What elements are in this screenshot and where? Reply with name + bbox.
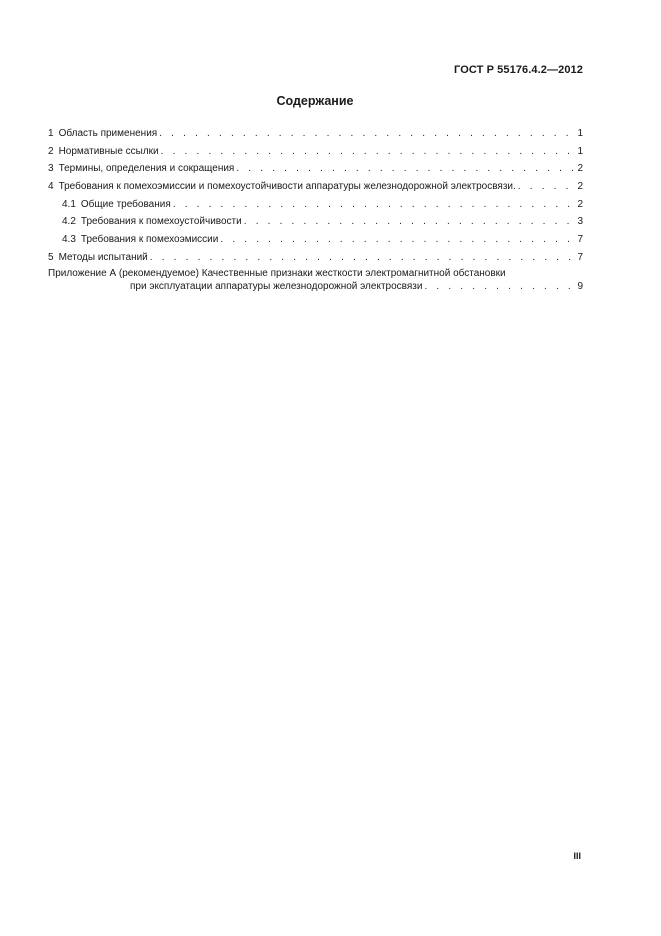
toc-entry-number: 1 — [48, 128, 54, 139]
toc-leader-dots — [161, 143, 576, 161]
toc-leader-dots — [159, 125, 575, 143]
toc-entry-number: 4.2 — [62, 216, 76, 228]
toc-entry-number: 3 — [48, 163, 54, 175]
toc-leader-dots — [424, 280, 575, 294]
toc-entry-page: 9 — [577, 281, 583, 292]
toc-entry-page: 2 — [577, 163, 583, 175]
document-code-header: ГОСТ Р 55176.4.2—2012 — [454, 64, 583, 76]
toc-entry-3[interactable] — [48, 160, 583, 178]
toc-leader-dots — [173, 196, 576, 214]
toc-entry-number: 5 — [48, 251, 54, 263]
toc-entry-text: Термины, определения и сокращения — [58, 163, 235, 175]
toc-entry-text: Требования к помехоустойчивости — [80, 216, 242, 228]
toc-entry-page: 2 — [577, 198, 583, 210]
page-number: III — [573, 851, 581, 861]
toc-entry-text: Область применения — [58, 128, 158, 139]
toc-entry-2[interactable] — [48, 143, 583, 161]
appendix-label: Приложение — [48, 267, 107, 279]
toc-entry-5[interactable] — [48, 249, 583, 267]
toc-leader-dots — [244, 213, 576, 231]
toc-entry-page: 7 — [577, 251, 583, 263]
toc-entry-1[interactable] — [48, 125, 583, 143]
toc-entry-4-2[interactable] — [48, 213, 583, 231]
toc-entry-page: 3 — [577, 216, 583, 228]
toc-entry-number: 4.1 — [62, 198, 76, 210]
toc-entry-page: 1 — [577, 128, 583, 139]
toc-entry-4[interactable] — [48, 178, 583, 196]
toc-leader-dots — [518, 178, 576, 196]
toc-entry-page: 7 — [577, 234, 583, 246]
table-of-contents — [48, 125, 583, 294]
toc-entry-4-3[interactable] — [48, 231, 583, 249]
appendix-first-line — [48, 267, 583, 281]
toc-entry-text: Методы испытаний — [58, 251, 148, 263]
toc-entry-text: Требования к помехоэмиссии — [80, 234, 219, 246]
appendix-second-line — [48, 280, 583, 294]
toc-leader-dots — [220, 231, 575, 249]
toc-leader-dots — [236, 160, 575, 178]
toc-leader-dots — [150, 249, 576, 267]
appendix-title-line1: А (рекомендуемое) Качественные признаки жесткости электромагнитной обстановки — [109, 267, 506, 279]
toc-entry-number: 4 — [48, 181, 54, 193]
toc-entry-4-1[interactable] — [48, 196, 583, 214]
toc-entry-text: Требования к помехоэмиссии и помехоустойчивости аппаратуры железнодорожной электросвязи. — [58, 181, 516, 193]
toc-entry-text: Нормативные ссылки — [58, 145, 159, 157]
toc-entry-appendix-a[interactable] — [48, 267, 583, 294]
toc-entry-page: 2 — [577, 181, 583, 193]
toc-entry-text: Общие требования — [80, 198, 171, 210]
toc-entry-number: 4.3 — [62, 234, 76, 246]
appendix-title-line2: при эксплуатации аппаратуры железнодорожной электросвязи — [130, 281, 423, 292]
toc-title: Содержание — [276, 94, 354, 108]
toc-entry-number: 2 — [48, 145, 54, 157]
toc-entry-page: 1 — [577, 145, 583, 157]
